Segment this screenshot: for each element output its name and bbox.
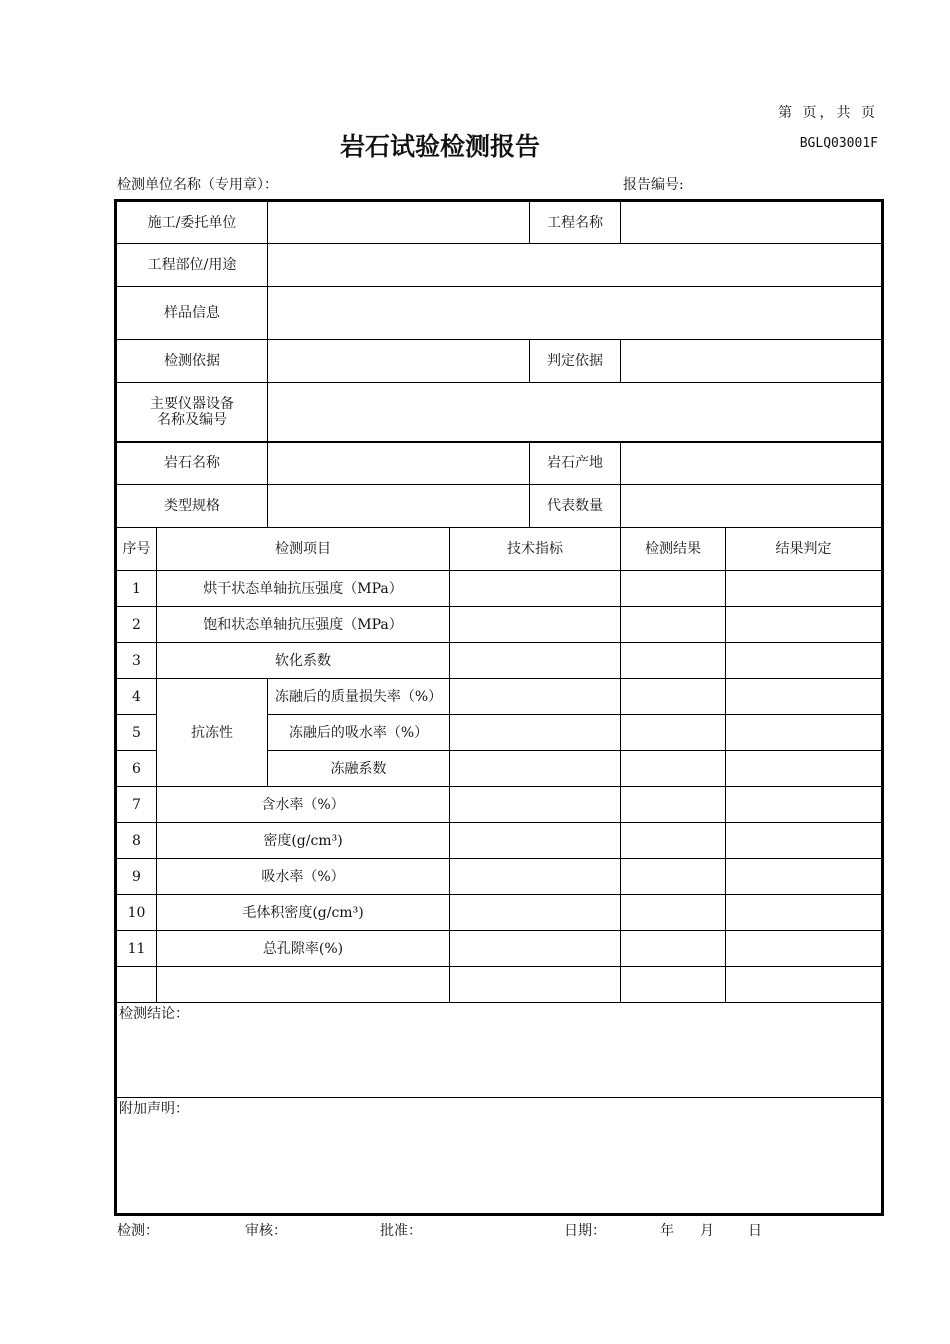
project-name-value[interactable] (621, 201, 883, 244)
reviewer-label: 审核： (245, 1223, 287, 1239)
spec-cell[interactable] (450, 571, 621, 607)
judgment-cell[interactable] (726, 715, 883, 751)
judgment-basis-value[interactable] (621, 340, 883, 383)
judgment-cell[interactable] (726, 607, 883, 643)
judgment-cell[interactable] (726, 967, 883, 1003)
rock-name-value[interactable] (268, 442, 530, 485)
row-item: 烘干状态单轴抗压强度（MPa） (157, 571, 450, 607)
row-item: 含水率（%） (157, 787, 450, 823)
spec-cell[interactable] (450, 931, 621, 967)
row-item: 冻融后的吸水率（%） (268, 715, 450, 751)
info-row-basis (116, 340, 883, 383)
conclusion-label: 检测结论： (119, 1006, 189, 1022)
quantity-value[interactable] (621, 485, 883, 528)
judgment-cell[interactable] (726, 679, 883, 715)
test-basis-value[interactable] (268, 340, 530, 383)
judgment-basis-label: 判定依据 (530, 340, 621, 383)
testing-unit-label: 检测单位名称（专用章）： (117, 177, 278, 193)
result-cell[interactable] (621, 823, 726, 859)
row-item: 密度(g/cm³) (157, 823, 450, 859)
rock-origin-value[interactable] (621, 442, 883, 485)
row-item: 吸水率（%） (157, 859, 450, 895)
judgment-cell[interactable] (726, 787, 883, 823)
row-no-blank (116, 967, 157, 1003)
page-info: 第 页，共 页 (778, 105, 878, 121)
row-item: 冻融后的质量损失率（%） (268, 679, 450, 715)
year-label: 年 (660, 1223, 674, 1239)
spec-cell[interactable] (450, 787, 621, 823)
info-row-client (116, 201, 883, 244)
quantity-label: 代表数量 (530, 485, 621, 528)
statement-row (116, 1098, 883, 1215)
statement-label: 附加声明： (119, 1101, 189, 1117)
client-value[interactable] (268, 201, 530, 244)
table-row-blank (116, 967, 883, 1003)
judgment-cell[interactable] (726, 571, 883, 607)
spec-cell[interactable] (450, 823, 621, 859)
row-item: 毛体积密度(g/cm³) (157, 895, 450, 931)
approver-label: 批准： (380, 1223, 422, 1239)
equipment-value[interactable] (268, 383, 883, 442)
spec-cell[interactable] (450, 967, 621, 1003)
table-row (116, 679, 883, 715)
row-no: 6 (116, 751, 157, 787)
location-value[interactable] (268, 244, 883, 287)
result-cell[interactable] (621, 607, 726, 643)
row-no: 2 (116, 607, 157, 643)
spec-cell[interactable] (450, 679, 621, 715)
row-no: 11 (116, 931, 157, 967)
test-basis-label: 检测依据 (116, 340, 268, 383)
row-no: 4 (116, 679, 157, 715)
info-row-type (116, 485, 883, 528)
result-cell[interactable] (621, 967, 726, 1003)
col-header-result: 检测结果 (621, 528, 726, 571)
info-row-location (116, 244, 883, 287)
judgment-cell[interactable] (726, 751, 883, 787)
judgment-cell[interactable] (726, 643, 883, 679)
project-name-label: 工程名称 (530, 201, 621, 244)
result-cell[interactable] (621, 931, 726, 967)
row-no: 8 (116, 823, 157, 859)
row-no: 5 (116, 715, 157, 751)
col-header-spec: 技术指标 (450, 528, 621, 571)
table-row (116, 571, 883, 607)
row-item: 冻融系数 (268, 751, 450, 787)
result-cell[interactable] (621, 571, 726, 607)
spec-cell[interactable] (450, 607, 621, 643)
judgment-cell[interactable] (726, 931, 883, 967)
spec-cell[interactable] (450, 715, 621, 751)
table-row (116, 607, 883, 643)
tester-label: 检测： (117, 1223, 159, 1239)
info-row-sample (116, 287, 883, 340)
type-spec-value[interactable] (268, 485, 530, 528)
spec-cell[interactable] (450, 643, 621, 679)
row-no: 7 (116, 787, 157, 823)
table-row (116, 931, 883, 967)
conclusion-cell[interactable] (116, 1003, 883, 1098)
report-table (114, 199, 884, 1216)
month-label: 月 (700, 1223, 714, 1239)
table-row (116, 787, 883, 823)
report-number-label: 报告编号: (623, 177, 684, 193)
form-number: BGLQ03001F (799, 136, 878, 151)
table-row (116, 643, 883, 679)
equipment-label-line2: 名称及编号 (157, 411, 227, 428)
statement-cell[interactable] (116, 1098, 883, 1215)
judgment-cell[interactable] (726, 823, 883, 859)
result-cell[interactable] (621, 643, 726, 679)
row-no: 3 (116, 643, 157, 679)
col-header-item: 检测项目 (157, 528, 450, 571)
info-row-equipment (116, 383, 883, 442)
results-header-row (116, 528, 883, 571)
location-label: 工程部位/用途 (116, 244, 268, 287)
col-header-no: 序号 (116, 528, 157, 571)
table-row (116, 859, 883, 895)
row-item: 软化系数 (157, 643, 450, 679)
row-item-blank[interactable] (157, 967, 450, 1003)
table-row (116, 823, 883, 859)
row-no: 10 (116, 895, 157, 931)
row-no: 9 (116, 859, 157, 895)
table-row (116, 895, 883, 931)
result-cell[interactable] (621, 751, 726, 787)
row-item: 总孔隙率(%) (157, 931, 450, 967)
result-cell[interactable] (621, 787, 726, 823)
sample-info-label: 样品信息 (116, 287, 268, 340)
judgment-cell[interactable] (726, 895, 883, 931)
result-cell[interactable] (621, 679, 726, 715)
spec-cell[interactable] (450, 895, 621, 931)
date-label: 日期： (564, 1223, 606, 1239)
row-item: 饱和状态单轴抗压强度（MPa） (157, 607, 450, 643)
equipment-label (116, 383, 268, 442)
frost-resistance-group: 抗冻性 (157, 679, 268, 787)
spec-cell[interactable] (450, 859, 621, 895)
rock-origin-label: 岩石产地 (530, 442, 621, 485)
sample-info-value[interactable] (268, 287, 883, 340)
result-cell[interactable] (621, 715, 726, 751)
equipment-label-line1: 主要仪器设备 (150, 395, 234, 412)
result-cell[interactable] (621, 895, 726, 931)
judgment-cell[interactable] (726, 859, 883, 895)
result-cell[interactable] (621, 859, 726, 895)
info-row-rock (116, 442, 883, 485)
rock-name-label: 岩石名称 (116, 442, 268, 485)
type-spec-label: 类型规格 (116, 485, 268, 528)
spec-cell[interactable] (450, 751, 621, 787)
conclusion-row (116, 1003, 883, 1098)
day-label: 日 (748, 1223, 762, 1239)
col-header-judgment: 结果判定 (726, 528, 883, 571)
client-label: 施工/委托单位 (116, 201, 268, 244)
row-no: 1 (116, 571, 157, 607)
report-title: 岩石试验检测报告 (339, 132, 540, 161)
